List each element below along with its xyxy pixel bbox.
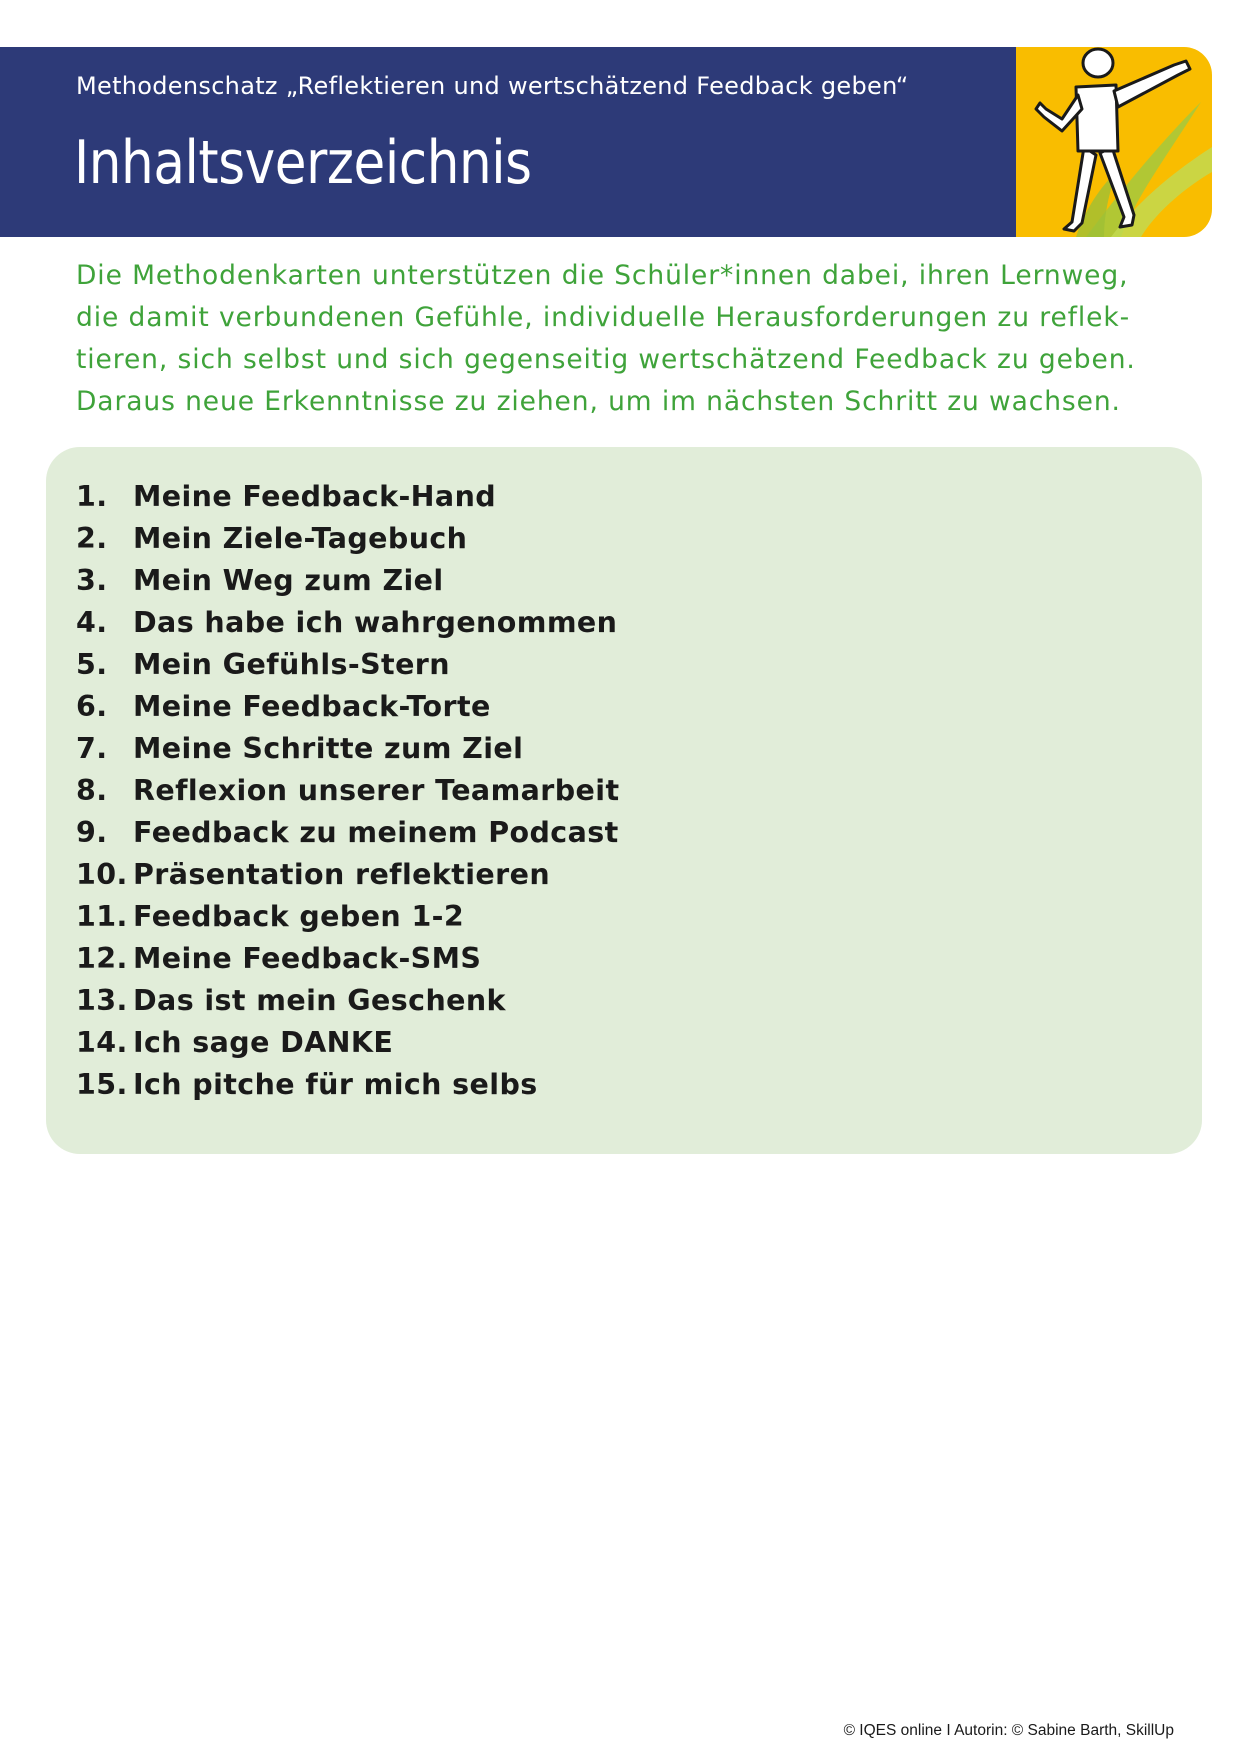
intro-line: Daraus neue Erkenntnisse zu ziehen, um im nächsten Schritt zu wachsen. xyxy=(76,386,1121,417)
toc-number: 15. xyxy=(76,1068,128,1101)
toc-title: Meine Feedback-SMS xyxy=(133,942,482,975)
intro-line: Die Methodenkarten unterstützen die Schüler*innen dabei, ihren Lernweg, xyxy=(76,260,1129,291)
toc-title: Das habe ich wahrgenommen xyxy=(133,606,618,639)
toc-item xyxy=(76,896,619,938)
toc-title: Präsentation reflektieren xyxy=(133,858,551,891)
toc-title: Mein Ziele-Tagebuch xyxy=(133,522,468,555)
toc-item xyxy=(76,1022,619,1064)
toc-item xyxy=(76,812,619,854)
toc-number: 6. xyxy=(76,690,108,723)
toc-item xyxy=(76,728,619,770)
toc-number: 5. xyxy=(76,648,108,681)
toc-title: Mein Weg zum Ziel xyxy=(133,564,444,597)
toc-number: 10. xyxy=(76,858,128,891)
toc-item xyxy=(76,938,619,980)
logo xyxy=(1016,47,1212,237)
toc-title: Feedback geben 1-2 xyxy=(133,900,465,933)
toc-item xyxy=(76,602,619,644)
toc-title: Meine Feedback-Hand xyxy=(133,480,497,513)
toc-number: 4. xyxy=(76,606,108,639)
toc-item xyxy=(76,686,619,728)
toc-item xyxy=(76,770,619,812)
toc-title: Reflexion unserer Teamarbeit xyxy=(133,774,620,807)
intro-line: die damit verbundenen Gefühle, individuelle Herausforderungen zu reflek- xyxy=(76,302,1131,333)
toc-number: 3. xyxy=(76,564,108,597)
toc-item xyxy=(76,518,619,560)
header-subtitle: Methodenschatz „Reflektieren und wertschätzend Feedback geben“ xyxy=(76,72,909,100)
toc-title: Das ist mein Geschenk xyxy=(133,984,506,1017)
toc-item xyxy=(76,854,619,896)
table-of-contents xyxy=(76,476,619,1106)
toc-title: Mein Gefühls-Stern xyxy=(133,648,450,681)
toc-item xyxy=(76,560,619,602)
toc-title: Meine Schritte zum Ziel xyxy=(133,732,524,765)
toc-item xyxy=(76,980,619,1022)
toc-number: 12. xyxy=(76,942,128,975)
toc-number: 11. xyxy=(76,900,128,933)
toc-item xyxy=(76,1064,619,1106)
toc-number: 1. xyxy=(76,480,108,513)
toc-number: 9. xyxy=(76,816,108,849)
toc-item xyxy=(76,476,619,518)
toc-title: Ich sage DANKE xyxy=(133,1026,394,1059)
toc-title: Meine Feedback-Torte xyxy=(133,690,491,723)
toc-number: 2. xyxy=(76,522,108,555)
intro-paragraph xyxy=(76,255,1176,423)
intro-line: tieren, sich selbst und sich gegenseitig wertschätzend Feedback zu geben. xyxy=(76,344,1136,375)
toc-title: Feedback zu meinem Podcast xyxy=(133,816,619,849)
toc-item xyxy=(76,644,619,686)
toc-title: Ich pitche für mich selbs xyxy=(133,1068,538,1101)
page-title: Inhaltsverzeichnis xyxy=(74,128,532,198)
copyright-footer: © IQES online I Autorin: © Sabine Barth, SkillUp xyxy=(843,1722,1174,1739)
toc-number: 14. xyxy=(76,1026,128,1059)
toc-number: 8. xyxy=(76,774,108,807)
toc-number: 13. xyxy=(76,984,128,1017)
toc-number: 7. xyxy=(76,732,108,765)
presenting-figure-icon xyxy=(1016,47,1212,237)
